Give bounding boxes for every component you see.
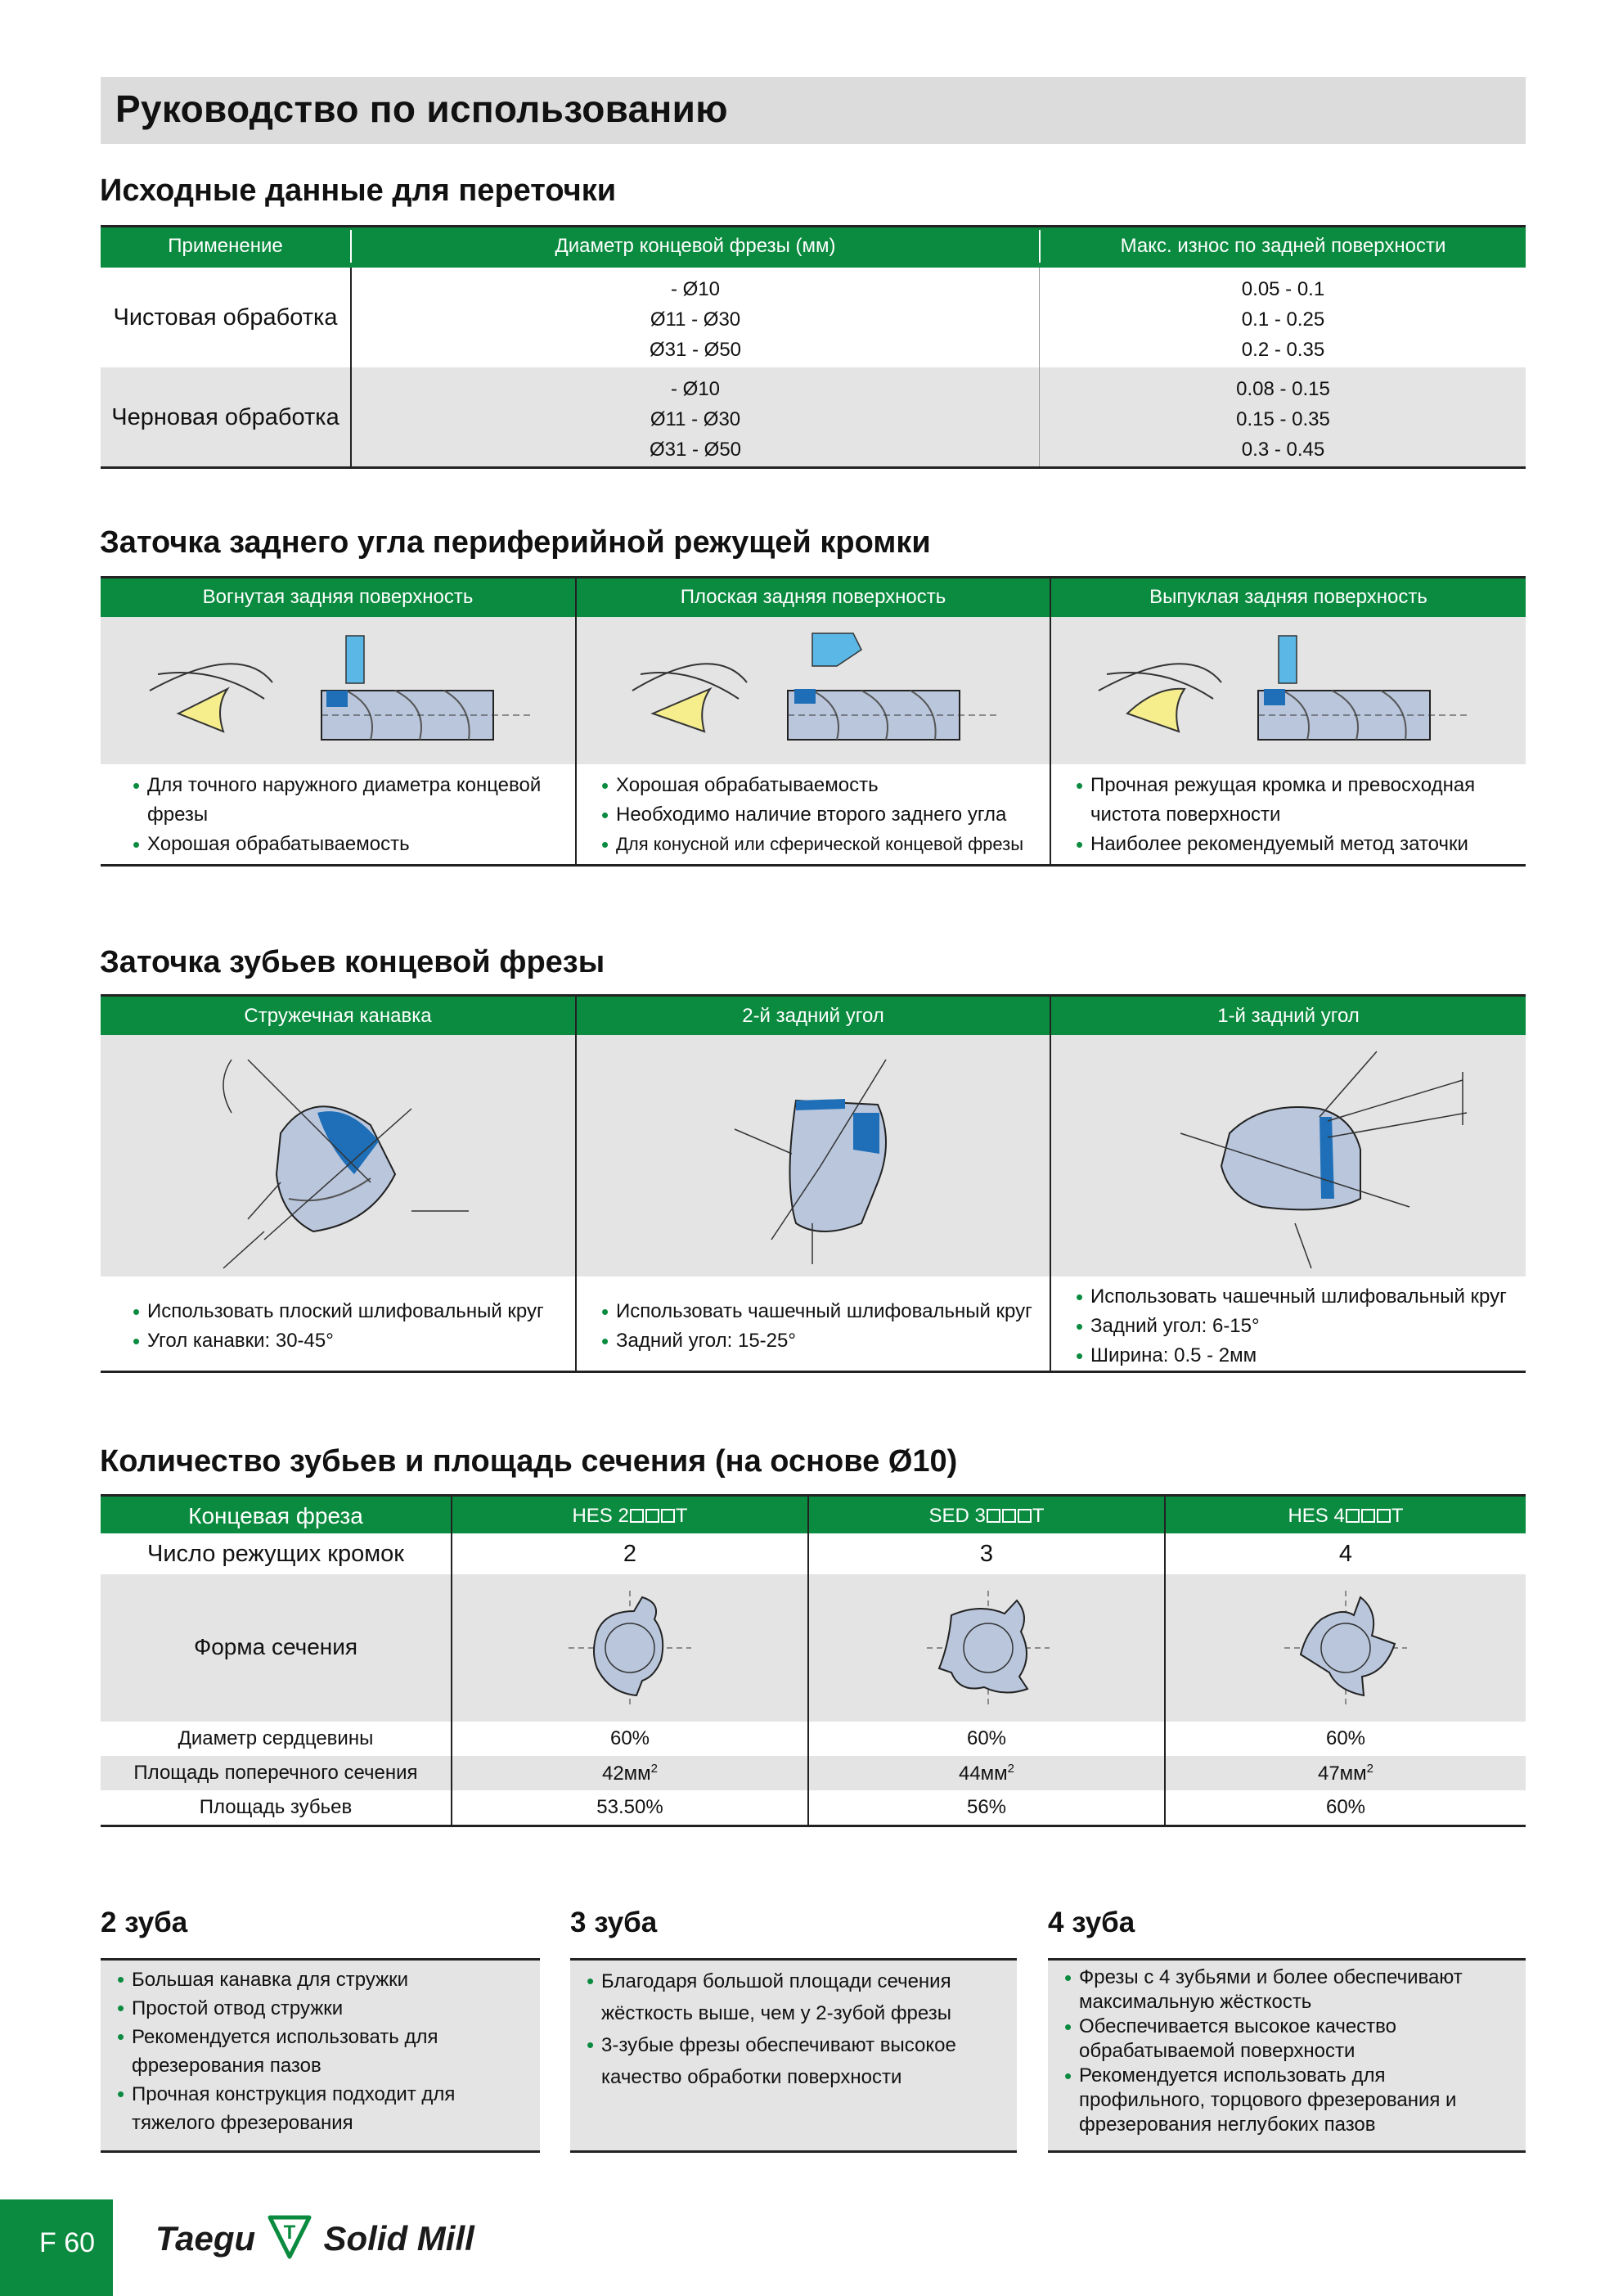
logo-text-left: Taegu [155,2219,256,2258]
teeth-area-value: 60% [1325,1796,1366,1818]
regrind-application: Чистовая обработка [113,304,338,331]
flat-relief-illustration [632,633,1000,740]
two-flute-section [569,1591,691,1705]
series-hes2: HES 2 T [572,1505,688,1527]
core-value: 60% [1325,1727,1366,1749]
list-item: • Использовать плоский шлифовальный круг [129,1297,575,1326]
shape-label: Форма сечения [193,1634,358,1659]
regrind-row-finishing [101,268,1526,367]
regrind-wear: 0.08 - 0.15 [1236,378,1330,400]
list-item: • Для конусной или сферической концевой фрезы [598,830,1048,859]
list-item: • Простой отвод стружки [114,1994,523,2023]
summary-box-4 [1048,1958,1526,2153]
relief-concave-bullets [129,771,571,859]
section-area-title: Количество зубьев и площадь сечения (на основе Ø10) [100,1444,958,1479]
teeth-second-relief-bullets [598,1297,1056,1356]
regrind-diameter: Ø31 - Ø50 [649,439,742,461]
list-item: • Рекомендуется использовать для профильного, торцового фрезерования и фрезерования неглубоких пазов [1061,2064,1515,2137]
teeth-area-value: 53.50% [596,1796,663,1818]
svg-text:T: T [283,2222,296,2244]
edges-label: Число режущих кромок [147,1541,404,1567]
edges-value: 4 [1338,1541,1353,1567]
list-item: • Наиболее рекомендуемый метод заточки [1072,830,1522,859]
second-relief-illustration [735,1060,886,1264]
teeth-header-flute: Стружечная канавка [244,1005,432,1027]
first-relief-illustration [1180,1051,1467,1268]
list-item: • Использовать чашечный шлифовальный круг [598,1297,1056,1326]
concave-relief-illustration [150,636,534,740]
regrind-diameter: Ø11 - Ø30 [650,408,741,430]
flute-grinding-illustration [223,1060,469,1268]
regrind-wear: 0.15 - 0.35 [1236,408,1330,430]
summary-box-2 [101,1958,540,2153]
series-hes4: HES 4 T [1288,1505,1404,1527]
list-item: • 3-зубые фрезы обеспечивают высокое качество обработки поверхности [583,2029,1000,2093]
regrind-diameter: - Ø10 [670,378,721,400]
regrind-header-diameter: Диаметр концевой фрезы (мм) [555,235,836,257]
list-item: • Благодаря большой площади сечения жёсткость выше, чем у 2-зубой фрезы [583,1965,1000,2029]
area-value: $42мм^2$ [601,1762,659,1785]
list-item: • Большая канавка для стружки [114,1965,523,1994]
teeth-header-second-relief: 2-й задний угол [742,1005,884,1027]
list-item: • Угол канавки: 30-45° [129,1326,575,1356]
regrind-header-wear: Макс. износ по задней поверхности [1120,235,1446,257]
edges-value: 3 [979,1541,994,1567]
area-value: $47мм^2$ [1317,1762,1374,1785]
list-item: • Хорошая обрабатываемость [129,830,571,859]
regrind-header-application: Применение [168,235,283,257]
list-item: • Для точного наружного диаметра концевой фрезы [129,771,571,830]
summary-title-3: 3 зуба [570,1907,658,1938]
teeth-grinding-title: Заточка зубьев концевой фрезы [100,945,605,979]
edges-value: 2 [623,1541,637,1567]
teeth-illustrations [101,1035,1526,1276]
regrind-title: Исходные данные для переточки [100,173,617,208]
list-item: • Хорошая обрабатываемость [598,771,1048,800]
teeth-area-value: 56% [966,1796,1007,1818]
list-item: • Рекомендуется использовать для фрезерования пазов [114,2023,523,2080]
regrind-wear: 0.3 - 0.45 [1241,439,1325,461]
regrind-application: Черновая обработка [111,404,339,430]
teeth-header-first-relief: 1-й задний угол [1217,1005,1360,1027]
area-label: Площадь поперечного сечения [133,1762,418,1784]
three-flute-section [927,1591,1050,1705]
core-value: 60% [966,1727,1007,1749]
regrind-diameter: - Ø10 [670,278,721,300]
cross-section-shapes [452,1574,1526,1722]
page-number-tab [0,2199,113,2296]
list-item: • Прочная конструкция подходит для тяжелого фрезерования [114,2080,523,2137]
area-value: $44мм^2$ [958,1762,1015,1785]
regrind-wear: 0.1 - 0.25 [1241,308,1325,331]
summary-title-2: 2 зуба [101,1907,188,1938]
page-title-banner [101,77,1526,144]
list-item: • Прочная режущая кромка и превосходная чистота поверхности [1072,771,1522,830]
four-flute-section [1284,1591,1407,1705]
relief-header-flat: Плоская задняя поверхность [680,586,946,608]
core-value: 60% [609,1727,650,1749]
convex-relief-illustration [1099,636,1471,740]
list-item: • Обеспечивается высокое качество обрабатываемой поверхности [1061,2015,1515,2064]
regrind-row-roughing [101,367,1526,466]
teeth-first-relief-bullets [1072,1282,1522,1371]
list-item: • Фрезы с 4 зубьями и более обеспечивают максимальную жёсткость [1061,1965,1515,2015]
relief-title: Заточка заднего угла периферийной режущей кромки [100,525,931,560]
regrind-diameter: Ø11 - Ø30 [650,308,741,331]
logo-mark-icon [267,2214,312,2260]
relief-flat-bullets [598,771,1048,859]
regrind-header-row [101,225,1526,268]
summary-box-3 [570,1958,1017,2153]
list-item: • Использовать чашечный шлифовальный круг [1072,1282,1522,1312]
brand-logo [155,2214,474,2260]
page-number: F 60 [39,2227,96,2258]
teeth-area-label: Площадь зубьев [199,1796,353,1818]
list-item: • Задний угол: 15-25° [598,1326,1056,1356]
relief-header-convex: Выпуклая задняя поверхность [1149,586,1427,608]
list-item: • Необходимо наличие второго заднего угла [598,800,1048,830]
relief-header-concave: Вогнутая задняя поверхность [202,586,474,608]
list-item: • Ширина: 0.5 - 2мм [1072,1341,1522,1371]
relief-convex-bullets [1072,771,1522,859]
page-title: Руководство по использованию [115,88,728,130]
teeth-flute-bullets [129,1297,575,1356]
relief-illustrations [101,617,1526,764]
summary-title-4: 4 зуба [1048,1907,1135,1938]
list-item: • Задний угол: 6-15° [1072,1312,1522,1341]
logo-text-right: Solid Mill [323,2219,474,2258]
regrind-wear: 0.05 - 0.1 [1241,278,1325,300]
regrind-diameter: Ø31 - Ø50 [649,339,742,361]
section-area-header-label: Концевая фреза [188,1503,363,1528]
series-sed3: SED 3 T [928,1505,1045,1527]
core-label: Диаметр сердцевины [178,1727,374,1749]
regrind-wear: 0.2 - 0.35 [1241,339,1325,361]
